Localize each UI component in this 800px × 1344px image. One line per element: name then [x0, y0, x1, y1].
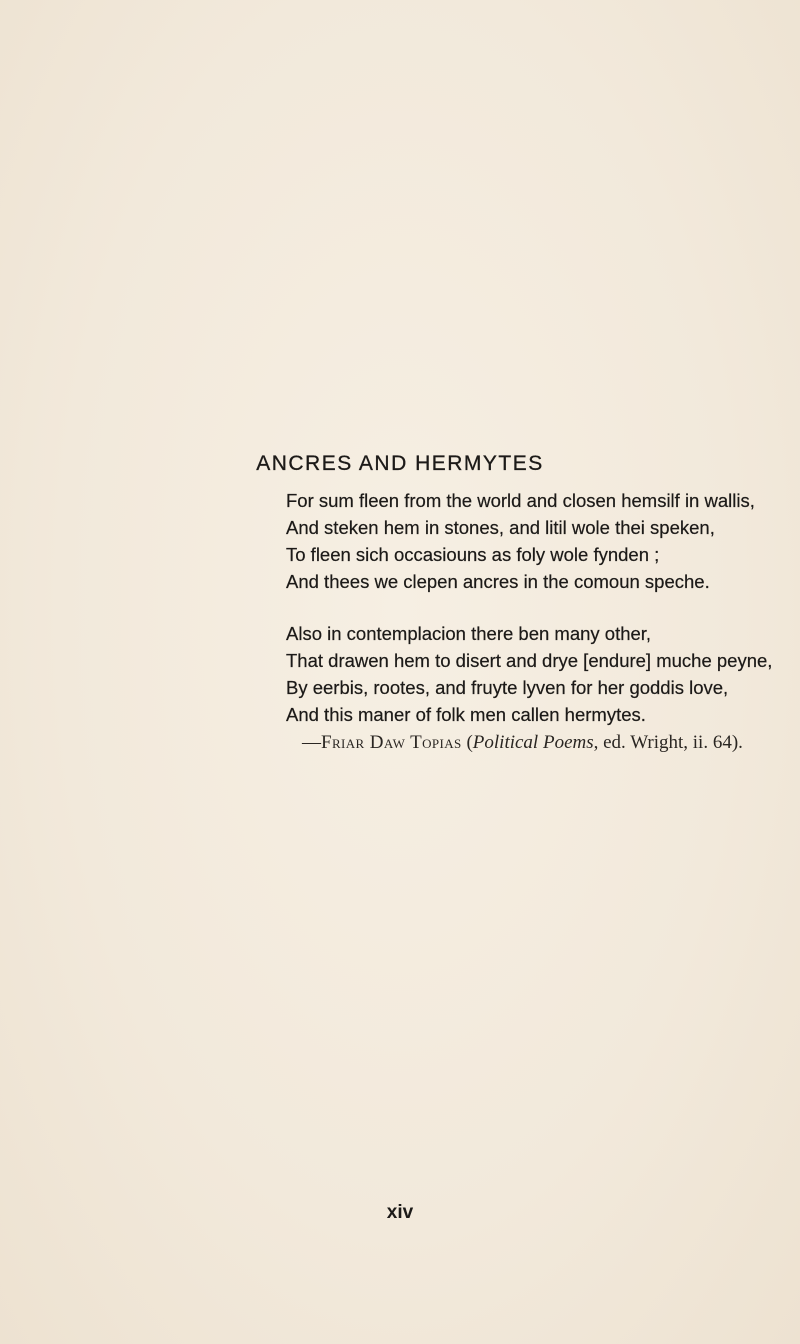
- poem-line: And thees we clepen ancres in the comoun speche.: [286, 571, 710, 592]
- section-title: ANCRES AND HERMYTES: [256, 452, 544, 475]
- attribution-dash: —: [302, 732, 321, 753]
- poem-attribution: [302, 732, 743, 754]
- poem-stanza-2: [286, 620, 772, 728]
- attribution-author: Friar Daw Topias: [321, 732, 462, 753]
- poem-line: By eerbis, rootes, and fruyte lyven for her goddis love,: [286, 677, 729, 698]
- poem-line: To fleen sich occasiouns as foly wole fynden ;: [286, 544, 660, 565]
- attribution-open: (: [461, 732, 473, 753]
- poem-line: And steken hem in stones, and litil wole thei speken,: [286, 517, 715, 538]
- poem-line: Also in contemplacion there ben many other,: [286, 623, 652, 644]
- poem-stanza-1: [286, 487, 755, 595]
- attribution-work: Political Poems: [472, 732, 594, 753]
- attribution-rest: , ed. Wright, ii. 64).: [593, 732, 743, 753]
- poem-line: And this maner of folk men callen hermytes.: [286, 704, 646, 725]
- poem-line: For sum fleen from the world and closen hemsilf in wallis,: [286, 490, 755, 511]
- page-number: xiv: [386, 1202, 414, 1223]
- poem-line: That drawen hem to disert and drye [endure] muche peyne,: [286, 650, 773, 671]
